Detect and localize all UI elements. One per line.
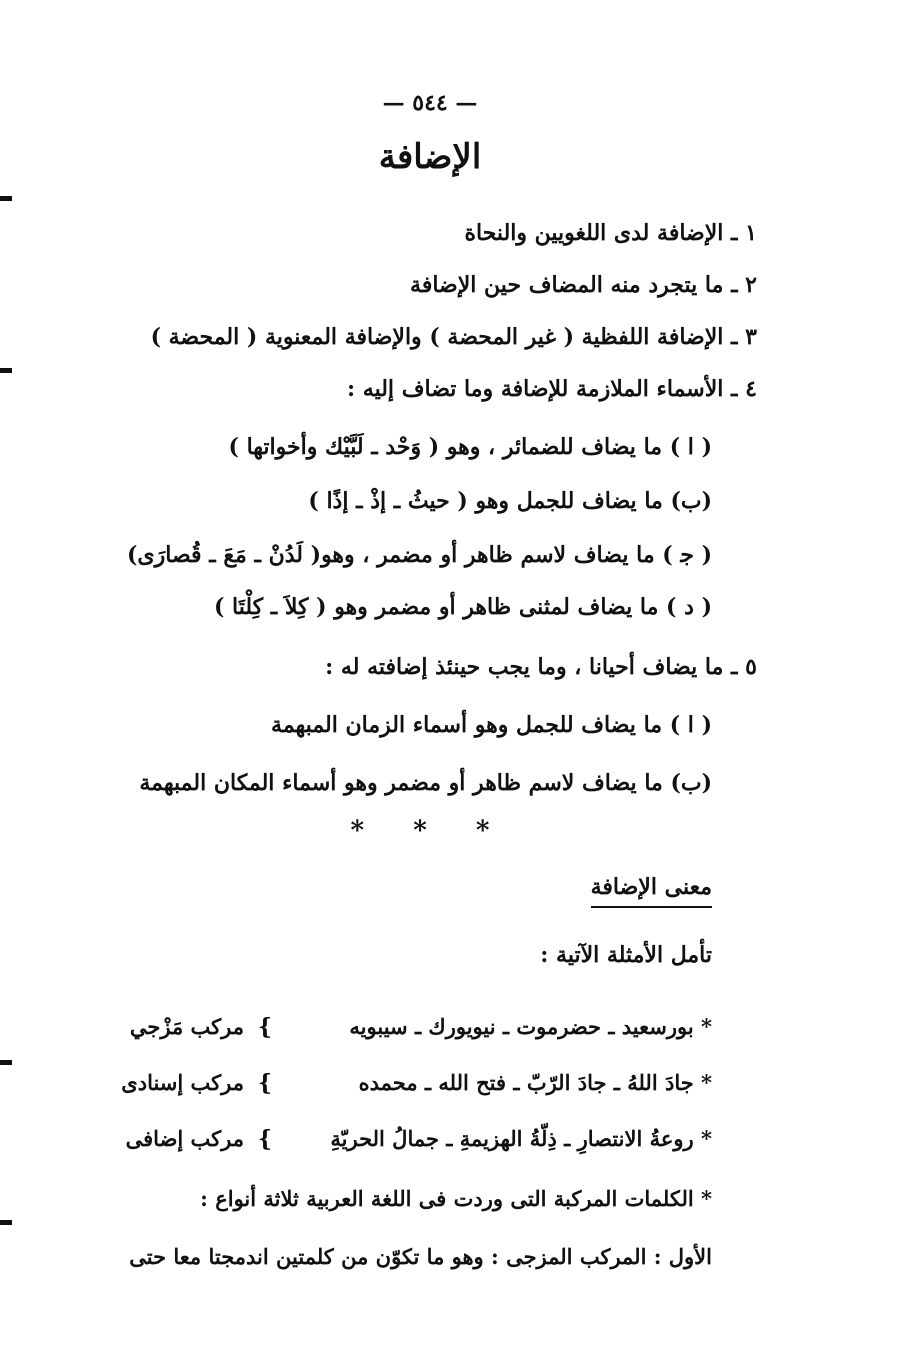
example-brace: }: [257, 1070, 272, 1096]
section-separator: * * *: [350, 816, 510, 846]
toc-item-4-sub-a: ( ا ) ما يضاف للضمائر ، وهو ( وَحْد ـ لَبَّيْك وأخواتها ): [228, 434, 712, 460]
example-row: [112, 1126, 712, 1160]
example-row: [112, 1014, 712, 1048]
toc-item-5-sub-a: ( ا ) ما يضاف للجمل وهو أسماء الزمان المبهمة: [271, 712, 712, 738]
example-type: مركب إضافى: [125, 1126, 244, 1151]
example-brace: }: [257, 1126, 272, 1152]
margin-mark: [0, 368, 12, 373]
toc-item-4: ٤ ـ الأسماء الملازمة للإضافة وما تضاف إليه :: [347, 376, 757, 402]
example-type: مركب إسنادى: [121, 1070, 244, 1095]
section-heading: معنى الإضافة: [591, 876, 712, 908]
toc-item-2: ٢ ـ ما يتجرد منه المضاف حين الإضافة: [410, 272, 757, 298]
example-brace: }: [257, 1014, 272, 1040]
toc-item-3: ٣ ـ الإضافة اللفظية ( غير المحضة ) والإضافة المعنوية ( المحضة ): [150, 324, 757, 350]
example-text: * بورسعيد ـ حضرموت ـ نيويورك ـ سيبويه: [349, 1014, 712, 1039]
intro-text: تأمل الأمثلة الآتية :: [540, 942, 712, 968]
example-text: * جادَ اللهُ ـ جادَ الرّبّ ـ فتح الله ـ محمده: [358, 1070, 712, 1095]
example-type: مركب مَزْجي: [129, 1014, 244, 1039]
example-text: * روعةُ الانتصارِ ـ ذِلّةُ الهزيمةِ ـ جمالُ الحريّةِ: [330, 1126, 712, 1151]
toc-item-5: ٥ ـ ما يضاف أحيانا ، وما يجب حينئذ إضافته له :: [325, 654, 757, 680]
margin-mark: [0, 196, 12, 201]
toc-item-4-sub-b: (ب) ما يضاف للجمل وهو ( حيثُ ـ إذْ ـ إذًا ): [308, 488, 712, 514]
margin-mark: [0, 1060, 12, 1065]
note-text: * الكلمات المركبة التى وردت فى اللغة العربية ثلاثة أنواع :: [200, 1186, 712, 1211]
body-text-line: الأول : المركب المزجى : وهو ما تكوّن من كلمتين اندمجتا معا حتى: [129, 1244, 712, 1269]
page-title: الإضافة: [378, 137, 482, 177]
toc-item-5-sub-b: (ب) ما يضاف لاسم ظاهر أو مضمر وهو أسماء المكان المبهمة: [139, 770, 712, 796]
toc-item-4-sub-c: ( ﺟ ) ما يضاف لاسم ظاهر أو مضمر ، وهو( لَدُنْ ـ مَعَ ـ قُصارَى): [127, 542, 712, 568]
margin-mark: [0, 1220, 12, 1225]
example-row: [112, 1070, 712, 1104]
toc-item-4-sub-d: ( د ) ما يضاف لمثنى ظاهر أو مضمر وهو ( كِلاَ ـ كِلْتَا ): [213, 594, 712, 620]
toc-item-1: ١ ـ الإضافة لدى اللغويين والنحاة: [464, 220, 757, 246]
page-number: — ٥٤٤ —: [382, 90, 478, 116]
